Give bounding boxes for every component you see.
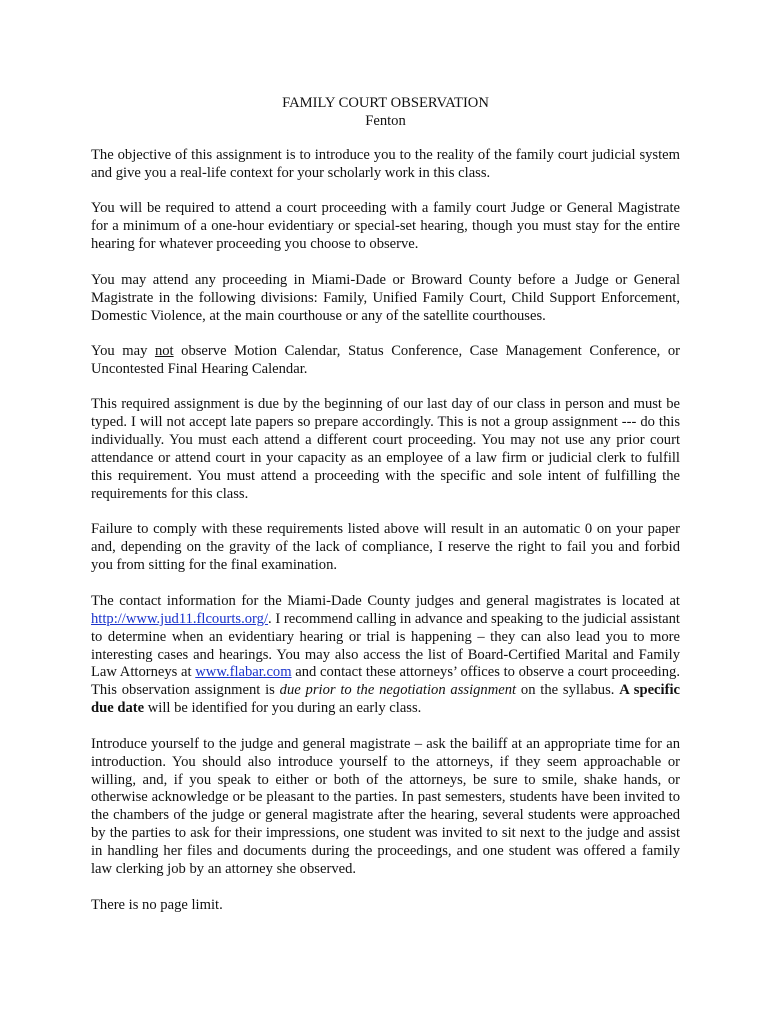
paragraph-attendance-requirement: You will be required to attend a court proceeding with a family court Judge or General Magistrate for a minimum of a one-hour evidentiary or special-set hearing, though you must stay for the entire hearing for whatever proceeding you choose to observe.: [91, 200, 680, 253]
emphasis-not: not: [154, 343, 174, 360]
paragraph-due-date-rules: This required assignment is due by the beginning of our last day of our class in person and must be typed. I will not accept late papers so prepare accordingly. This is not a group assignment --- do this individually. You must each attend a different court proceeding. You may not use any prior court attendance or attend court in your capacity as an employee of a law firm or judicial clerk to fulfill this requirement. You must attend a proceeding with the specific and sole intent of fulfilling the requirements for this class.: [91, 396, 680, 502]
specific-due-date-emphasis: A specific due date: [91, 682, 680, 717]
document-title: FAMILY COURT OBSERVATION: [282, 95, 489, 111]
paragraph-page-limit: There is no page limit.: [91, 896, 223, 913]
paragraph-noncompliance: Failure to comply with these requirements listed above will result in an automatic 0 on your paper and, depending on the gravity of the lack of compliance, I reserve the right to fail you and forbid you from sitting for the final examination.: [91, 521, 680, 574]
document-author: Fenton: [365, 113, 406, 129]
excluded-text-before: You may: [91, 343, 155, 360]
contact-text-4: on the syllabus.: [516, 682, 620, 699]
excluded-text-after: observe Motion Calendar, Status Conference, Case Management Conference, or Uncontested Final Hearing Calendar.: [91, 343, 680, 377]
paragraph-excluded-calendars: [91, 343, 680, 379]
jud11-link[interactable]: http://www.jud11.flcourts.org/: [91, 610, 269, 627]
title-block: [91, 94, 680, 130]
contact-text-5: will be identified for you during an early class.: [144, 700, 422, 717]
paragraph-objective: The objective of this assignment is to introduce you to the reality of the family court judicial system and give you a real-life context for your scholarly work in this class.: [91, 147, 680, 181]
contact-text-1: The contact information for the Miami-Dade County judges and general magistrates is located at: [91, 592, 680, 609]
paragraph-contact-information: [91, 593, 680, 718]
flabar-link[interactable]: www.flabar.com: [195, 664, 292, 681]
contact-text-2: . I recommend calling in advance and speaking to the judicial assistant to determine when an evidentiary hearing or trial is happening – they can also lead you to more interesting cases and hearings. You may also access the list of Board-Certified Marital and Family Law Attorneys at: [91, 610, 680, 681]
due-prior-emphasis: due prior to the negotiation assignment: [279, 682, 517, 699]
document-page: [91, 94, 680, 932]
paragraph-eligible-divisions: You may attend any proceeding in Miami-Dade or Broward County before a Judge or General Magistrate in the following divisions: Family, Unified Family Court, Child Support Enforcement, Domestic Violence, at the main courthouse or any of the satellite courthouses.: [91, 271, 680, 324]
contact-text-3: and contact these attorneys’ offices to observe a court proceeding. This observation assignment is: [91, 664, 680, 699]
paragraph-introductions: Introduce yourself to the judge and general magistrate – ask the bailiff at an appropriate time for an introduction. You should also introduce yourself to the attorneys, if they seem approachable or willing, and, if you speak to either or both of the attorneys, be sure to smile, shake hands, or otherwise acknowledge or be pleasant to the parties. In past semesters, students have been invited to the chambers of the judge or general magistrate after the hearing, several students were approached by the parties to ask for their impressions, one student was invited to sit next to the judge and assist in handling her files and documents during the proceedings, and one student was offered a family law clerking job by an attorney she observed.: [91, 735, 680, 878]
